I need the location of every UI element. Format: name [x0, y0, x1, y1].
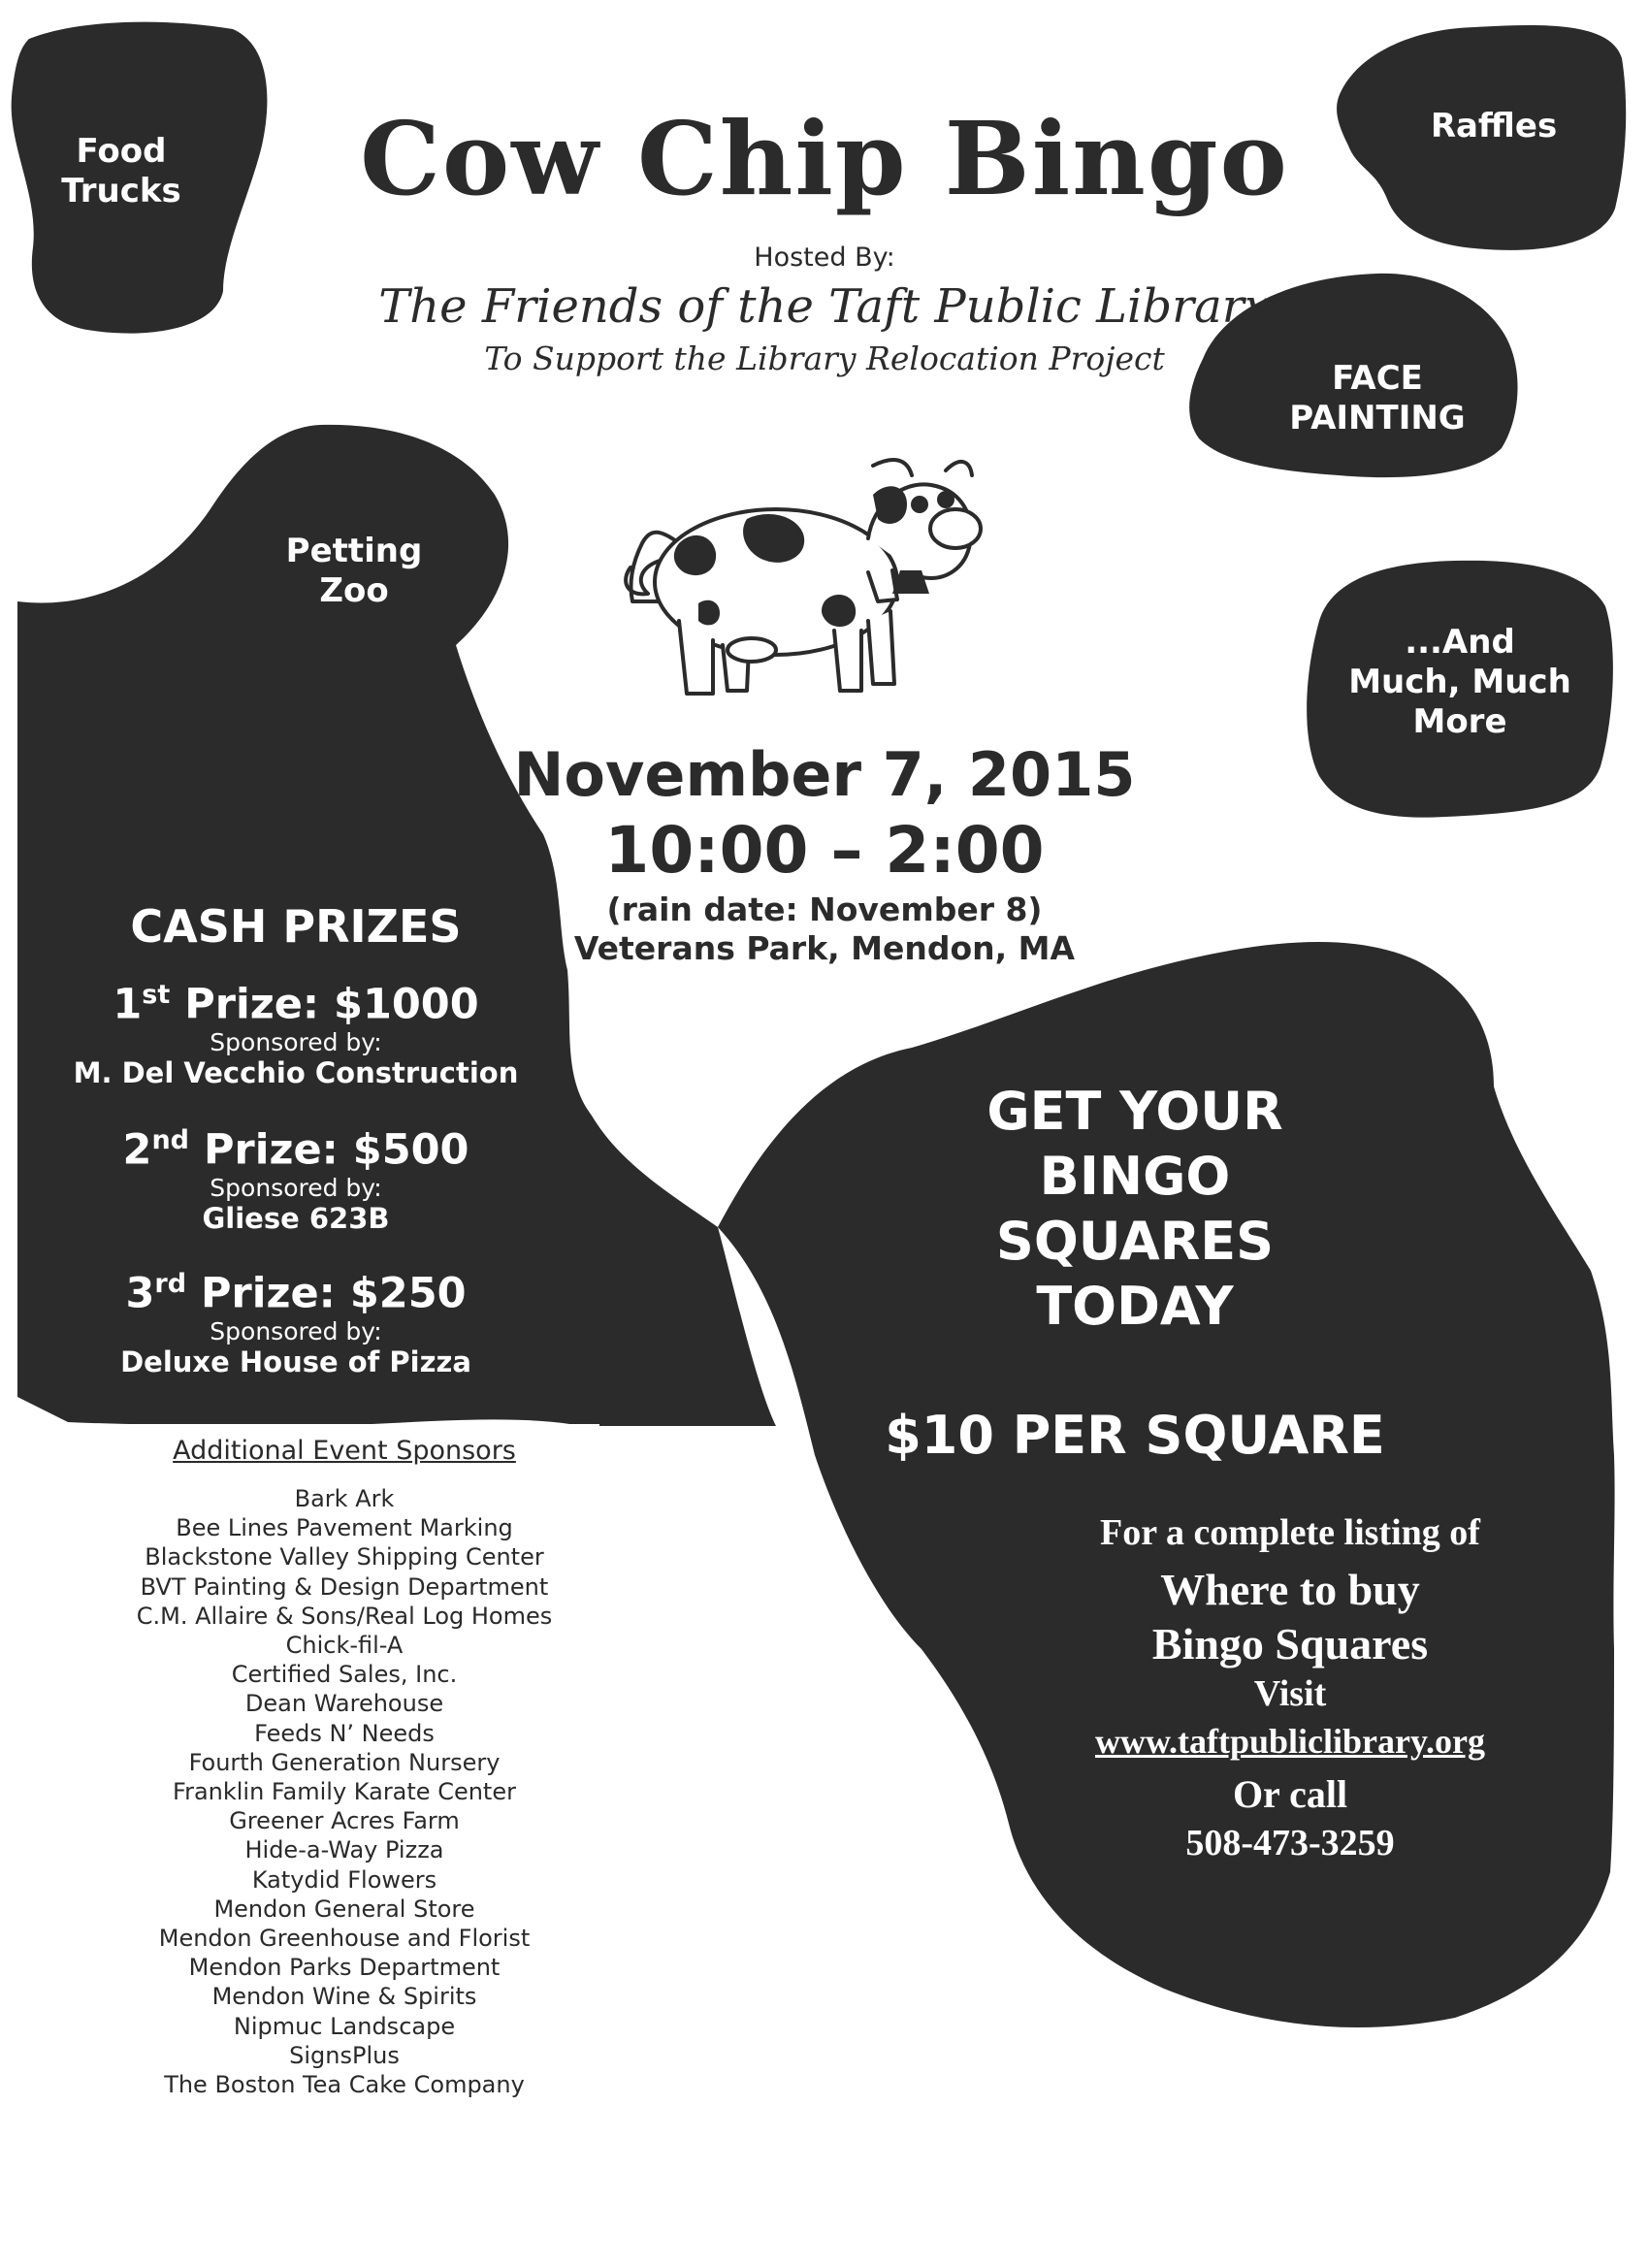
raffles-label: Raffles — [1430, 107, 1558, 146]
prize-first: 1st Prize: $1000 Sponsored by: M. Del Vecchio Construction — [29, 980, 563, 1089]
additional-sponsors-heading: Additional Event Sponsors — [173, 1436, 516, 1466]
sponsor-list-item: Mendon Greenhouse and Florist — [158, 1925, 531, 1953]
prize-second-sponsor: Gliese 623B — [202, 1202, 390, 1236]
sponsor-list-item: SignsPlus — [289, 2041, 400, 2069]
info-line-4: Visit — [1253, 1673, 1327, 1714]
prize-first-sponsor: M. Del Vecchio Construction — [73, 1056, 519, 1090]
square-price: $10 PER SQUARE — [885, 1405, 1385, 1466]
or-call-label: Or call — [1232, 1772, 1348, 1816]
event-purpose: To Support the Library Relocation Project — [484, 340, 1165, 377]
prize-third: 3rd Prize: $250 Sponsored by: Deluxe House of Pizza — [29, 1269, 563, 1378]
sponsor-list-item: Bark Ark — [294, 1485, 395, 1512]
sponsor-list-item: Fourth Generation Nursery — [188, 1748, 501, 1776]
sponsor-list-item: Mendon General Store — [213, 1895, 475, 1923]
page-title: Cow Chip Bingo — [360, 99, 1289, 218]
sponsor-list-item: Greener Acres Farm — [229, 1807, 460, 1835]
sponsor-list-item: BVT Painting & Design Department — [140, 1572, 549, 1601]
info-line-2: Where to buy — [1160, 1565, 1420, 1614]
cash-prizes-heading: CASH PRIZES — [130, 900, 462, 953]
additional-sponsors-list — [97, 1484, 592, 2099]
prize-second: 2nd Prize: $500 Sponsored by: Gliese 623B — [29, 1125, 563, 1235]
face-painting-label: FACE PAINTING — [1289, 359, 1466, 437]
sponsor-list-item: Hide-a-Way Pizza — [244, 1836, 444, 1864]
phone-number[interactable]: 508-473-3259 — [1185, 1823, 1395, 1863]
rain-date: (rain date: November 8) — [606, 891, 1043, 928]
sponsor-list-item: Nipmuc Landscape — [233, 2012, 456, 2040]
food-trucks-label: Food Trucks — [61, 132, 181, 211]
sponsor-list-item: Bee Lines Pavement Marking — [176, 1514, 513, 1542]
prize-third-sponsor: Deluxe House of Pizza — [120, 1345, 471, 1379]
cow-illustration — [626, 460, 981, 694]
hosted-by-label: Hosted By: — [754, 243, 895, 273]
sponsor-list-item: Katydid Flowers — [251, 1865, 437, 1894]
petting-zoo-label: Petting Zoo — [285, 532, 423, 610]
event-date: November 7, 2015 — [513, 739, 1136, 810]
sponsor-list-item: Certified Sales, Inc. — [231, 1661, 458, 1689]
much-more-label: ...And Much, Much More — [1348, 623, 1571, 741]
event-time: 10:00 – 2:00 — [604, 813, 1045, 888]
sponsor-list-item: Mendon Wine & Spirits — [211, 1983, 477, 2011]
website-link[interactable]: www.taftpubliclibrary.org — [1095, 1722, 1485, 1761]
sponsor-list-item: Blackstone Valley Shipping Center — [145, 1543, 544, 1571]
host-organization: The Friends of the Taft Public Library — [378, 279, 1271, 334]
info-line-1: For a complete listing of — [1100, 1512, 1480, 1553]
sponsor-list-item: Mendon Parks Department — [188, 1954, 501, 1982]
sponsor-list-item: Feeds N’ Needs — [254, 1719, 435, 1747]
event-venue: Veterans Park, Mendon, MA — [573, 929, 1076, 967]
sponsor-list-item: The Boston Tea Cake Company — [164, 2071, 525, 2099]
get-bingo-squares-heading: GET YOUR BINGO SQUARES TODAY — [986, 1081, 1283, 1337]
sponsor-list-item: Chick-fil-A — [285, 1632, 404, 1660]
sponsor-list-item: Dean Warehouse — [244, 1690, 444, 1718]
sponsor-list-item: C.M. Allaire & Sons/Real Log Homes — [136, 1602, 553, 1630]
info-line-3: Bingo Squares — [1151, 1619, 1429, 1669]
sponsor-list-item: Franklin Family Karate Center — [173, 1778, 516, 1806]
